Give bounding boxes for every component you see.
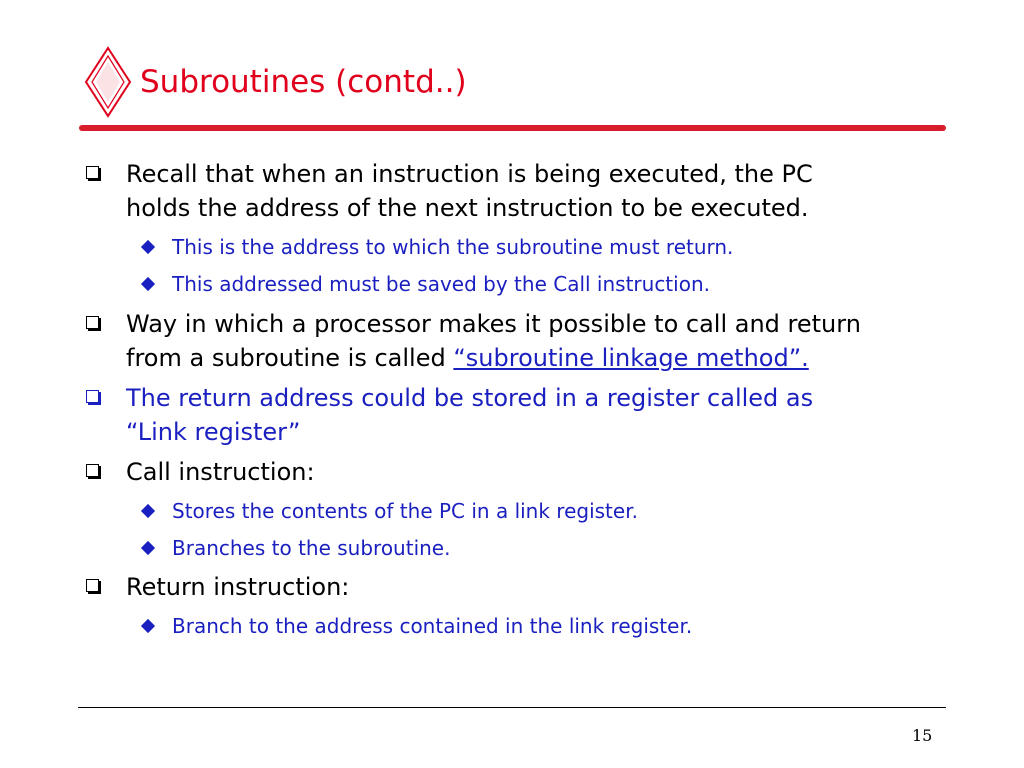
bullet-line: Return instruction:	[126, 573, 350, 601]
footer-divider	[78, 707, 946, 708]
slide-title: Subroutines (contd..)	[140, 64, 467, 100]
bullet-line: holds the address of the next instruction to be executed.	[126, 194, 809, 222]
sub-bullet-text: Stores the contents of the PC in a link register.	[172, 499, 638, 523]
bullet-line: Recall that when an instruction is being executed, the PC	[126, 160, 813, 188]
diamond-bullet-icon	[141, 240, 155, 254]
subroutine-linkage-link[interactable]: “subroutine linkage method”.	[453, 344, 809, 372]
title-divider	[79, 125, 946, 131]
bullet-line-text: from a subroutine is called	[126, 344, 454, 372]
bullet-text	[126, 455, 315, 489]
diamond-bullet-icon	[141, 504, 155, 518]
diamond-bullet-icon	[141, 277, 155, 291]
square-bullet-icon	[86, 579, 99, 592]
bullet-line	[126, 341, 861, 375]
sub-bullet-text: This addressed must be saved by the Call instruction.	[172, 272, 710, 296]
sub-bullet-text: Branches to the subroutine.	[172, 536, 451, 560]
bullet-text	[126, 570, 349, 604]
red-diamond-logo-icon	[84, 46, 132, 118]
bullet-line: Way in which a processor makes it possible to call and return	[126, 310, 861, 338]
square-bullet-icon	[86, 390, 99, 403]
square-bullet-icon	[86, 316, 99, 329]
sub-bullet-text: Branch to the address contained in the link register.	[172, 614, 693, 638]
square-bullet-icon	[86, 166, 99, 179]
sub-bullet-text: This is the address to which the subroutine must return.	[172, 235, 734, 259]
diamond-bullet-icon	[141, 619, 155, 633]
bullet-line: The return address could be stored in a register called as	[126, 384, 814, 412]
bullet-line: “Link register”	[126, 418, 301, 446]
bullet-line: Call instruction:	[126, 458, 315, 486]
square-bullet-icon	[86, 464, 99, 477]
bullet-text	[126, 381, 813, 449]
diamond-bullet-icon	[141, 541, 155, 555]
bullet-text	[126, 157, 813, 225]
bullet-text	[126, 307, 861, 375]
page-number: 15	[912, 726, 933, 745]
